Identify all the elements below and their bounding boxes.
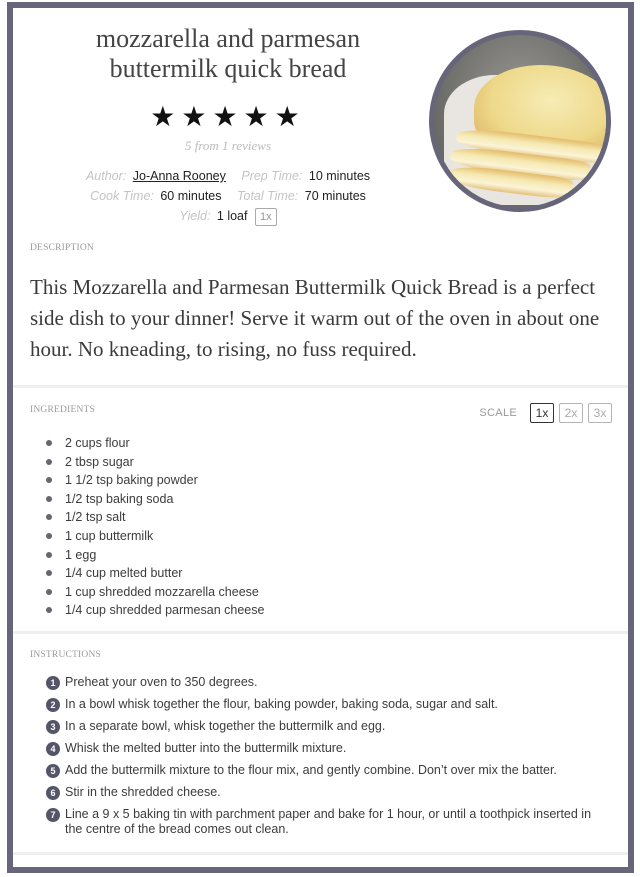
bullet-icon — [46, 533, 52, 539]
yield-value: 1 loaf — [216, 209, 248, 223]
star-rating[interactable] — [53, 102, 403, 132]
step-number-icon: 4 — [46, 742, 60, 756]
ingredients-section — [13, 389, 628, 631]
ingredients-heading: INGREDIENTS — [30, 405, 95, 415]
meta-author — [86, 166, 226, 186]
instruction-step — [46, 763, 606, 778]
ingredient-item — [46, 527, 264, 546]
instructions-heading: INSTRUCTIONS — [30, 650, 102, 660]
instruction-step — [46, 719, 606, 734]
step-number-icon: 3 — [46, 720, 60, 734]
step-text: Whisk the melted butter into the buttermilk mixture. — [65, 741, 347, 755]
scale-label: SCALE — [479, 407, 517, 419]
bullet-icon — [46, 459, 52, 465]
cook-time-label: Cook Time: — [90, 189, 154, 203]
recipe-header — [13, 8, 628, 230]
ingredients-list — [46, 434, 264, 620]
yield-label: Yield: — [179, 209, 211, 223]
instruction-step — [46, 697, 606, 712]
star-icon[interactable]: ★ — [243, 101, 275, 132]
ingredient-item — [46, 601, 264, 620]
ingredient-text: 1/4 cup melted butter — [65, 566, 183, 581]
star-icon[interactable]: ★ — [181, 101, 213, 132]
ingredient-item — [46, 453, 264, 472]
step-number-icon: 2 — [46, 698, 60, 712]
ingredient-text: 2 cups flour — [65, 436, 130, 450]
star-icon[interactable]: ★ — [212, 101, 244, 132]
bullet-icon — [46, 552, 52, 558]
section-divider — [13, 631, 628, 634]
meta-yield — [179, 206, 276, 226]
star-icon[interactable]: ★ — [274, 101, 306, 132]
instruction-step — [46, 675, 606, 690]
step-number-icon: 1 — [46, 676, 60, 690]
recipe-meta — [53, 166, 403, 226]
ingredient-item — [46, 546, 264, 565]
prep-time-value: 10 minutes — [308, 169, 371, 183]
step-number-icon: 6 — [46, 786, 60, 800]
instructions-section — [13, 635, 628, 855]
step-number-icon: 5 — [46, 764, 60, 778]
instructions-list — [46, 675, 606, 844]
bullet-icon — [46, 496, 52, 502]
step-text: Preheat your oven to 350 degrees. — [65, 675, 258, 689]
ingredient-text: 1/2 tsp salt — [65, 510, 126, 525]
step-text: Line a 9 x 5 baking tin with parchment paper and bake for 1 hour, or until a toothpick inserted in the centre of the bread comes out clean. — [65, 807, 592, 836]
bullet-icon — [46, 607, 52, 613]
ingredient-text: 1 cup shredded mozzarella cheese — [65, 584, 259, 599]
recipe-card — [13, 8, 628, 867]
meta-prep-time — [241, 166, 370, 186]
description-heading: DESCRIPTION — [30, 243, 94, 253]
ingredient-text: 1/4 cup shredded parmesan cheese — [65, 603, 265, 618]
meta-cook-time — [90, 186, 221, 206]
recipe-title: mozzarella and parmesan buttermilk quick bread — [95, 24, 361, 83]
ingredient-text: 1 egg — [65, 547, 97, 562]
ingredient-item — [46, 434, 264, 453]
ingredient-text: 2 tbsp sugar — [65, 454, 134, 469]
instruction-step — [46, 807, 606, 836]
recipe-photo — [429, 30, 611, 212]
scale-2x-button[interactable]: 2x — [559, 403, 583, 423]
step-text: Stir in the shredded cheese. — [65, 785, 221, 799]
instruction-step — [46, 741, 606, 756]
step-text: In a bowl whisk together the flour, baking powder, baking soda, sugar and salt. — [65, 697, 498, 711]
step-text: In a separate bowl, whisk together the buttermilk and egg. — [65, 719, 386, 733]
cook-time-value: 60 minutes — [160, 189, 222, 203]
section-divider — [13, 852, 628, 855]
ingredient-item — [46, 564, 264, 583]
total-time-label: Total Time: — [237, 189, 299, 203]
ingredient-text: 1/2 tsp baking soda — [65, 491, 174, 506]
meta-total-time — [237, 186, 366, 206]
bullet-icon — [46, 514, 52, 520]
author-link[interactable]: Jo-Anna Rooney — [132, 169, 226, 183]
yield-scale-button[interactable]: 1x — [255, 208, 277, 226]
bullet-icon — [46, 477, 52, 483]
ingredient-item — [46, 490, 264, 509]
ingredient-item — [46, 583, 264, 602]
ingredient-item — [46, 471, 264, 490]
bullet-icon — [46, 440, 52, 446]
description-section — [13, 230, 628, 386]
description-text: This Mozzarella and Parmesan Buttermilk Quick Bread is a perfect side dish to your dinner! Serve it warm out of the oven in about one hour. No kneading, to rising, no fuss required. — [30, 275, 600, 361]
prep-time-label: Prep Time: — [241, 169, 303, 183]
ingredient-text: 1 cup buttermilk — [65, 528, 154, 543]
instruction-step — [46, 785, 606, 800]
review-summary: 5 from 1 reviews — [184, 138, 272, 153]
scale-3x-button[interactable]: 3x — [588, 403, 612, 423]
author-label: Author: — [85, 169, 127, 183]
star-icon[interactable]: ★ — [150, 101, 182, 132]
ingredient-text: 1 1/2 tsp baking powder — [65, 473, 198, 488]
step-text: Add the buttermilk mixture to the flour mix, and gently combine. Don’t over mix the batter. — [65, 763, 557, 777]
ingredient-item — [46, 508, 264, 527]
bullet-icon — [46, 589, 52, 595]
scale-1x-button[interactable]: 1x — [530, 403, 554, 423]
step-number-icon: 7 — [46, 808, 60, 822]
scale-selector — [479, 403, 612, 423]
total-time-value: 70 minutes — [304, 189, 366, 203]
section-divider — [13, 385, 628, 388]
bullet-icon — [46, 570, 52, 576]
